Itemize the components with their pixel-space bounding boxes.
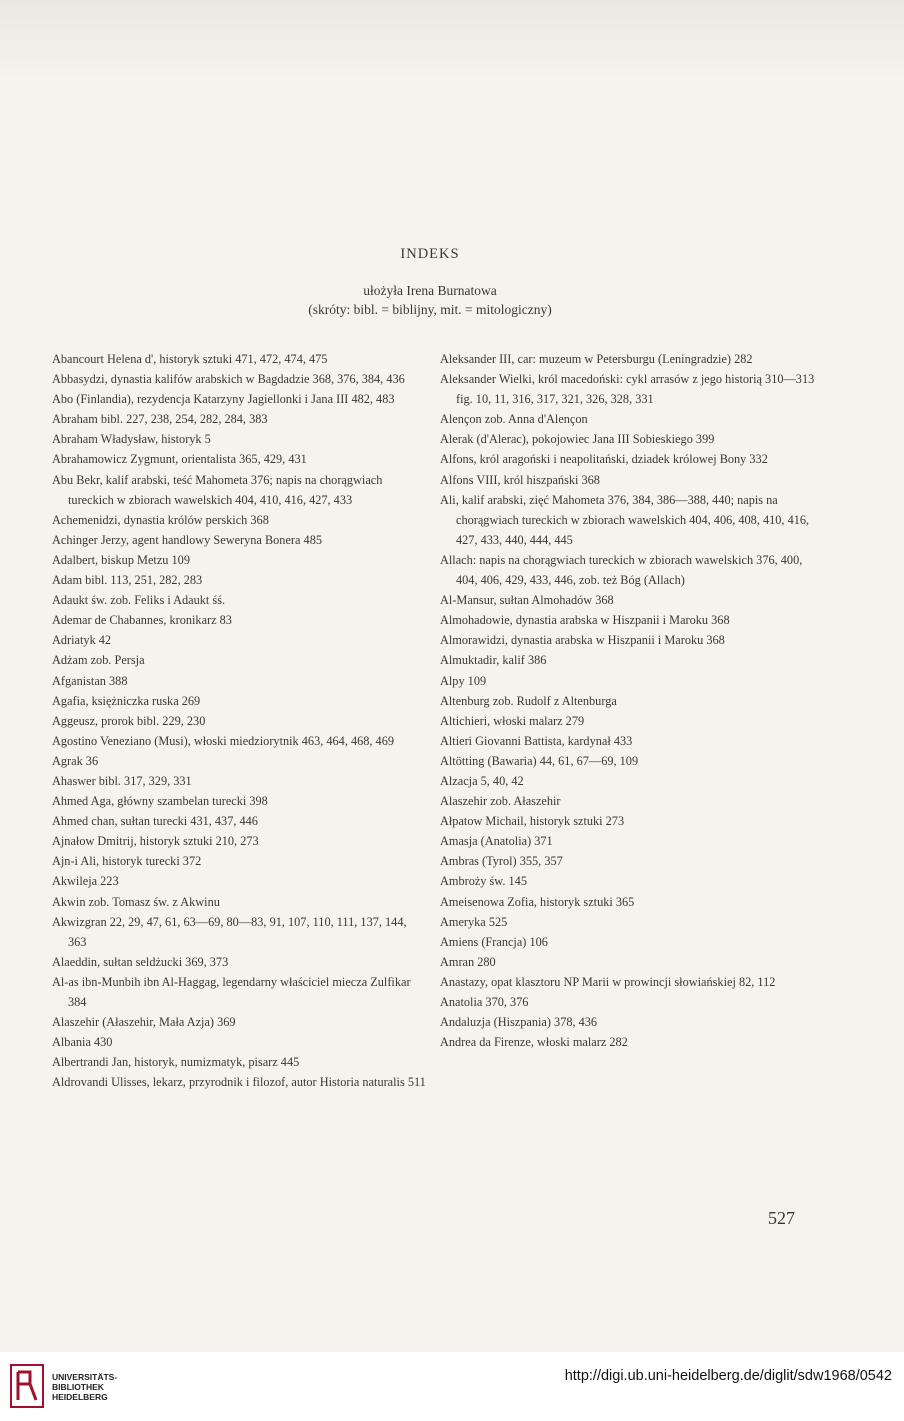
library-name-line: HEIDELBERG xyxy=(52,1392,108,1402)
index-entry: Agrak 36 xyxy=(52,753,99,768)
index-entry: Anatolia 370, 376 xyxy=(440,995,529,1009)
author-line: ułożyła Irena Burnatowa xyxy=(363,283,497,298)
index-entry: Agostino Veneziano (Musi), włoski miedziorytnik 463, 464, 468, 469 xyxy=(52,733,395,748)
index-entry: Andaluzja (Hiszpania) 378, 436 xyxy=(440,1015,598,1030)
index-entry: Almuktadir, kalif 386 xyxy=(440,653,547,668)
index-entry: Ambroży św. 145 xyxy=(440,874,527,889)
index-entry: Ahmed Aga, główny szambelan turecki 398 xyxy=(52,794,268,809)
index-entry: Aldrovandi Ulisses, lekarz, przyrodnik i filozof, autor Historia naturalis 511 xyxy=(52,1075,426,1090)
index-entry: Amiens (Francja) 106 xyxy=(440,934,548,949)
page-number: 527 xyxy=(768,1208,795,1228)
index-entry: Abbasydzi, dynastia kalifów arabskich w Bagdadzie 368, 376, 384, 436 xyxy=(52,372,405,387)
index-entry: Abraham bibl. 227, 238, 254, 282, 284, 383 xyxy=(52,412,268,427)
index-entry: Adżam zob. Persja xyxy=(52,653,145,668)
index-entry: Alaszehir (Ałaszehir, Mała Azja) 369 xyxy=(52,1015,236,1030)
digitization-footer xyxy=(0,1352,904,1421)
index-entry: Alaszehir zob. Ałaszehir xyxy=(440,794,561,809)
scan-shadow xyxy=(0,0,904,80)
index-entry: Alaeddin, sułtan seldżucki 369, 373 xyxy=(52,954,229,969)
index-entry: Ali, kalif arabski, zięć Mahometa 376, 384, 386—388, 440; napis na chorągwiach tureckich w zbiorach wawelskich 404, 406, 408, 410, 416, 427, 433, 440, 444, 445 xyxy=(440,492,810,547)
index-entry: Almohadowie, dynastia arabska w Hiszpanii i Maroku 368 xyxy=(440,613,730,628)
index-entry: Andrea da Firenze, włoski malarz 282 xyxy=(440,1035,628,1050)
index-entry: Adriatyk 42 xyxy=(52,633,112,648)
index-entry: Ambras (Tyrol) 355, 357 xyxy=(440,854,563,869)
permalink-url[interactable]: http://digi.ub.uni-heidelberg.de/diglit/sdw1968/0542 xyxy=(564,1368,892,1384)
index-entry: Amran 280 xyxy=(440,954,496,969)
index-entry: Alençon zob. Anna d'Alençon xyxy=(440,412,588,427)
index-column-left xyxy=(52,349,428,1092)
index-entry: Al-as ibn-Munbih ibn Al-Haggag, legendarny właściciel miecza Zulfikar 384 xyxy=(52,974,411,1009)
index-entry: Adalbert, biskup Metzu 109 xyxy=(52,552,190,567)
index-entry: Altenburg zob. Rudolf z Altenburga xyxy=(440,693,617,708)
index-entry: Al-Mansur, sułtan Almohadów 368 xyxy=(440,593,614,608)
index-entry: Aleksander Wielki, król macedoński: cykl arrasów z jego historią 310—313 fig. 10, 11, 316, 317, 321, 326, 328, 331 xyxy=(440,372,815,407)
index-entry: Agafia, księżniczka ruska 269 xyxy=(52,693,201,708)
index-entry: Amasja (Anatolia) 371 xyxy=(440,834,553,849)
index-entry: Alerak (d'Alerac), pokojowiec Jana III Sobieskiego 399 xyxy=(440,432,715,447)
index-entry: Akwileja 223 xyxy=(52,874,119,889)
index-entry: Abrahamowicz Zygmunt, orientalista 365, 429, 431 xyxy=(52,452,307,467)
index-entry: Albania 430 xyxy=(52,1035,113,1050)
index-entry: Ajnałow Dmitrij, historyk sztuki 210, 273 xyxy=(52,834,259,849)
page-heading: INDEKS xyxy=(400,246,460,262)
index-entry: Almorawidzi, dynastia arabska w Hiszpanii i Maroku 368 xyxy=(440,633,725,648)
index-column-right xyxy=(440,349,816,1052)
index-entry: Achinger Jerzy, agent handlowy Seweryna Bonera 485 xyxy=(52,532,322,547)
index-entry: Ahaswer bibl. 317, 329, 331 xyxy=(52,773,192,788)
abbreviations-line: (skróty: bibl. = biblijny, mit. = mitologiczny) xyxy=(308,302,552,317)
index-entry: Abo (Finlandia), rezydencja Katarzyny Jagiellonki i Jana III 482, 483 xyxy=(52,392,395,407)
index-entry: Akwizgran 22, 29, 47, 61, 63—69, 80—83, 91, 107, 110, 111, 137, 144, 363 xyxy=(52,914,407,949)
library-name-line: UNIVERSITÄTS- xyxy=(52,1372,118,1382)
index-entry: Ahmed chan, sułtan turecki 431, 437, 446 xyxy=(52,814,258,829)
index-entry: Adam bibl. 113, 251, 282, 283 xyxy=(52,573,203,588)
index-entry: Alfons VIII, król hiszpański 368 xyxy=(440,472,600,487)
index-entry: Afganistan 388 xyxy=(52,673,128,688)
subheading xyxy=(0,281,860,319)
index-entry: Akwin zob. Tomasz św. z Akwinu xyxy=(52,894,220,909)
index-entry: Allach: napis na chorągwiach tureckich w zbiorach wawelskich 376, 400, 404, 406, 429, 433, 446, zob. też Bóg (Allach) xyxy=(440,552,803,588)
index-entry: Altötting (Bawaria) 44, 61, 67—69, 109 xyxy=(440,753,639,768)
index-entry: Alpy 109 xyxy=(440,673,487,688)
index-entry: Aggeusz, prorok bibl. 229, 230 xyxy=(52,713,206,728)
index-entry: Abancourt Helena d', historyk sztuki 471, 472, 474, 475 xyxy=(52,352,328,366)
index-entry: Altichieri, włoski malarz 279 xyxy=(440,713,585,728)
index-entry: Abraham Władysław, historyk 5 xyxy=(52,432,211,447)
index-entry: Ameryka 525 xyxy=(440,914,508,929)
library-name xyxy=(52,1372,117,1402)
index-entry: Aleksander III, car: muzeum w Petersburgu (Leningradzie) 282 xyxy=(440,352,753,366)
library-name-line: BIBLIOTHEK xyxy=(52,1382,104,1392)
index-entry: Ajn-i Ali, historyk turecki 372 xyxy=(52,854,202,869)
index-entry: Alzacja 5, 40, 42 xyxy=(440,773,524,788)
index-entry: Ameisenowa Zofia, historyk sztuki 365 xyxy=(440,894,635,909)
index-entry: Adaukt św. zob. Feliks i Adaukt śś. xyxy=(52,593,226,608)
index-entry: Abu Bekr, kalif arabski, teść Mahometa 376; napis na chorągwiach tureckich w zbiorach wawelskich 404, 410, 416, 427, 433 xyxy=(52,472,383,507)
index-entry: Anastazy, opat klasztoru NP Marii w prowincji słowiańskiej 82, 112 xyxy=(440,974,776,989)
library-logo-icon xyxy=(10,1364,44,1408)
index-entry: Alfons, król aragoński i neapolitański, dziadek królowej Bony 332 xyxy=(440,452,768,467)
index-entry: Albertrandi Jan, historyk, numizmatyk, pisarz 445 xyxy=(52,1055,300,1070)
index-entry: Ademar de Chabannes, kronikarz 83 xyxy=(52,613,232,628)
index-entry: Altieri Giovanni Battista, kardynał 433 xyxy=(440,733,633,748)
index-entry: Ałpatow Michail, historyk sztuki 273 xyxy=(440,814,625,829)
index-entry: Achemenidzi, dynastia królów perskich 368 xyxy=(52,512,269,527)
